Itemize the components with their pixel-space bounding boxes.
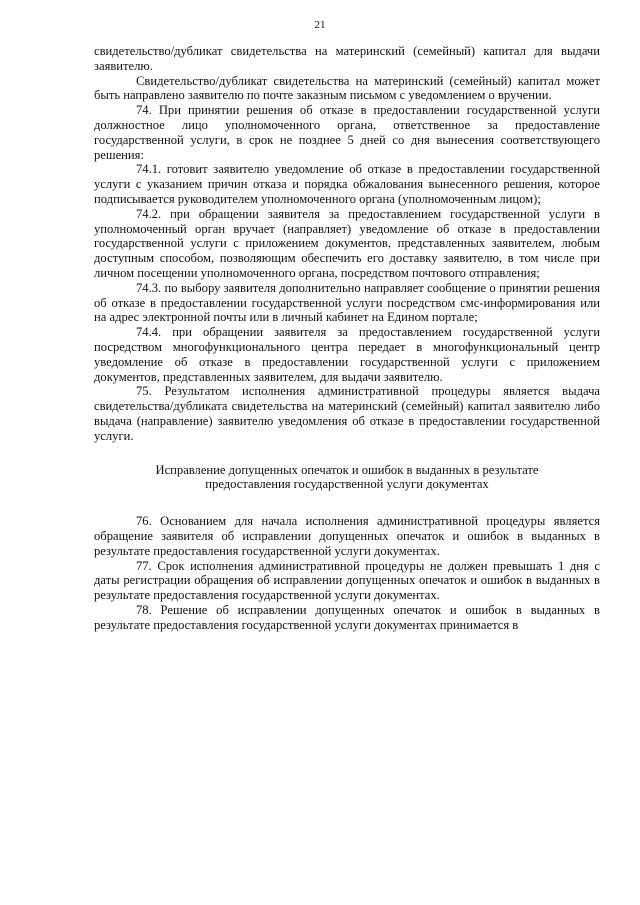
paragraph-block-b — [94, 514, 600, 632]
section-heading-line: предоставления государственной услуги документах — [205, 477, 489, 492]
paragraph: свидетельство/дубликат свидетельства на материнский (семейный) капитал для выдачи заявителю. — [94, 44, 600, 73]
paragraph-block-a — [94, 44, 600, 444]
paragraph: 78. Решение об исправлении допущенных опечаток и ошибок в выданных в результате предоставления государственной услуги документах принимается в — [94, 602, 600, 632]
section-heading — [94, 463, 600, 493]
paragraph: 74. При принятии решения об отказе в предоставлении государственной услуги должностное лицо уполномоченного органа, ответственное за предоставление государственной услуги, в срок не позднее 5 дней со дня вынесения соответствующего решения: — [94, 103, 600, 162]
paragraph: 75. Результатом исполнения административной процедуры является выдача свидетельства/дубликата свидетельства на материнский (семейный) капитал заявителю либо выдача (направление) заявителю уведомления об отказе в предоставлении государственной услуги. — [94, 384, 600, 443]
paragraph: 74.2. при обращении заявителя за предоставлением государственной услуги в уполномоченный орган вручает (направляет) уведомление об отказе в предоставлении государственной услуги с приложением документов, представленных заявителем, любым доступным способом, позволяющим обеспечить его доставку заявителю, в том числе при личном посещении уполномоченного органа, посредством почтового отправления; — [94, 206, 600, 280]
paragraph: 74.1. готовит заявителю уведомление об отказе в предоставлении государственной услуги с указанием причин отказа и порядка обжалования вынесенного решения, которое подписывается руководителем уполномоченного органа (уполномоченным лицом); — [94, 162, 600, 206]
page-number: 21 — [314, 19, 326, 31]
paragraph: 74.4. при обращении заявителя за предоставлением государственной услуги посредством многофункционального центра передает в многофункциональный центр уведомление об отказе в предоставлении государственной услуги с приложением документов, представленных заявителем, для выдачи заявителю. — [94, 325, 600, 384]
paragraph: 77. Срок исполнения административной процедуры не должен превышать 1 дня с даты регистрации обращения об исправлении допущенных опечаток и ошибок в выданных в результате предоставления государственной услуги документах. — [94, 558, 600, 603]
section-heading-line: Исправление допущенных опечаток и ошибок в выданных в результате — [155, 462, 539, 477]
paragraph: Свидетельство/дубликат свидетельства на материнский (семейный) капитал может быть направлено заявителю по почте заказным письмом с уведомлением о вручении. — [94, 73, 600, 103]
paragraph: 76. Основанием для начала исполнения административной процедуры является обращение заявителя об исправлении допущенных опечаток и ошибок в выданных в результате предоставления государственной услуги документах. — [94, 514, 600, 558]
paragraph: 74.3. по выбору заявителя дополнительно направляет сообщение о принятии решения об отказе в предоставлении государственной услуги посредством смс-информирования или на адрес электронной почты или в личный кабинет на Едином портале; — [94, 280, 600, 325]
body-text — [94, 44, 600, 632]
